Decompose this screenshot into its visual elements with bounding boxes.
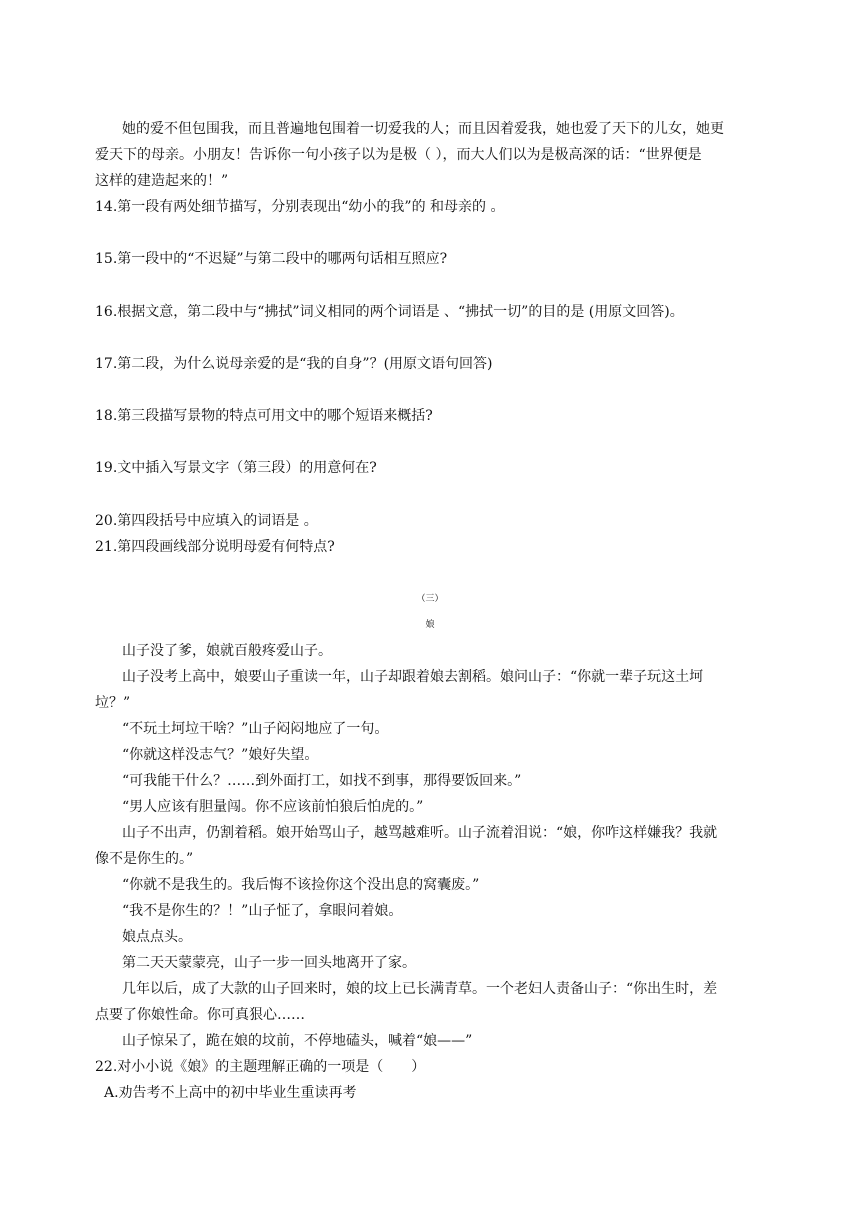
question-20: 20.第四段括号中应填入的词语是 。 (95, 513, 318, 529)
story-paragraph: 山子没考上高中，娘要山子重读一年，山子却跟着娘去割稻。娘问山子：“你就一辈子玩这土坷 (122, 669, 704, 685)
story-paragraph: 几年以后，成了大款的山子回来时，娘的坟上已长满青草。一个老妇人责备山子：“你出生时，差 (122, 981, 718, 997)
story-paragraph: 山子不出声，仍割着稻。娘开始骂山子，越骂越难听。山子流着泪说：“娘，你咋这样嫌我？我就 (122, 825, 718, 841)
story-paragraph-cont: 像不是你生的。” (95, 851, 194, 867)
question-14: 14.第一段有两处细节描写，分别表现出“幼小的我”的 和母亲的 。 (95, 199, 505, 215)
story-paragraph: 山子惊呆了，跪在娘的坟前，不停地磕头，喊着“娘——” (122, 1033, 473, 1049)
question-15: 15.第一段中的“不迟疑”与第二段中的哪两句话相互照应? (95, 251, 448, 267)
question-21: 21.第四段画线部分说明母爱有何特点? (95, 539, 335, 555)
story-paragraph-cont: 垃？” (95, 695, 131, 711)
passage-line-3: 这样的建造起来的！” (95, 173, 229, 189)
question-22-option-a: A.劝告考不上高中的初中毕业生重读再考 (104, 1085, 357, 1101)
question-18: 18.第三段描写景物的特点可用文中的哪个短语来概括? (95, 408, 433, 424)
passage-line-2: 爱天下的母亲。小朋友！告诉你一句小孩子以为是极（ ），而大人们以为是极高深的话：“世界便是 (95, 147, 702, 163)
story-paragraph: 第二天天蒙蒙亮，山子一步一回头地离开了家。 (122, 955, 416, 971)
question-17: 17.第二段，为什么说母亲爱的是“我的自身”？(用原文语句回答) (95, 356, 493, 372)
story-title: 娘 (425, 620, 435, 630)
story-paragraph: 娘点点头。 (122, 929, 192, 945)
question-19: 19.文中插入写景文字（第三段）的用意何在? (95, 460, 377, 476)
story-paragraph: “男人应该有胆量闯。你不应该前怕狼后怕虎的。” (122, 799, 424, 815)
story-paragraph: “你就不是我生的。我后悔不该捡你这个没出息的窝囊废。” (122, 877, 480, 893)
story-paragraph-cont: 点要了你娘性命。你可真狠心…… (95, 1007, 305, 1023)
story-paragraph: “可我能干什么？……到外面打工，如找不到事，那得要饭回来。” (122, 773, 522, 789)
question-22: 22.对小小说《娘》的主题理解正确的一项是（ ） (95, 1059, 426, 1075)
story-paragraph: “我不是你生的？！”山子怔了，拿眼问着娘。 (122, 903, 403, 919)
story-paragraph: “不玩土坷垃干啥？”山子闷闷地应了一句。 (122, 721, 389, 737)
story-paragraph: “你就这样没志气？”娘好失望。 (122, 747, 319, 763)
passage-line-1: 她的爱不但包围我，而且普遍地包围着一切爱我的人；而且因着爱我，她也爱了天下的儿女，她更 (122, 121, 724, 137)
story-paragraph: 山子没了爹，娘就百般疼爱山子。 (122, 643, 332, 659)
question-16: 16.根据文意，第二段中与“拂拭”词义相同的两个词语是 、“拂拭一切”的目的是 (用原文回答)。 (95, 304, 684, 320)
section-number: （三） (416, 594, 444, 604)
